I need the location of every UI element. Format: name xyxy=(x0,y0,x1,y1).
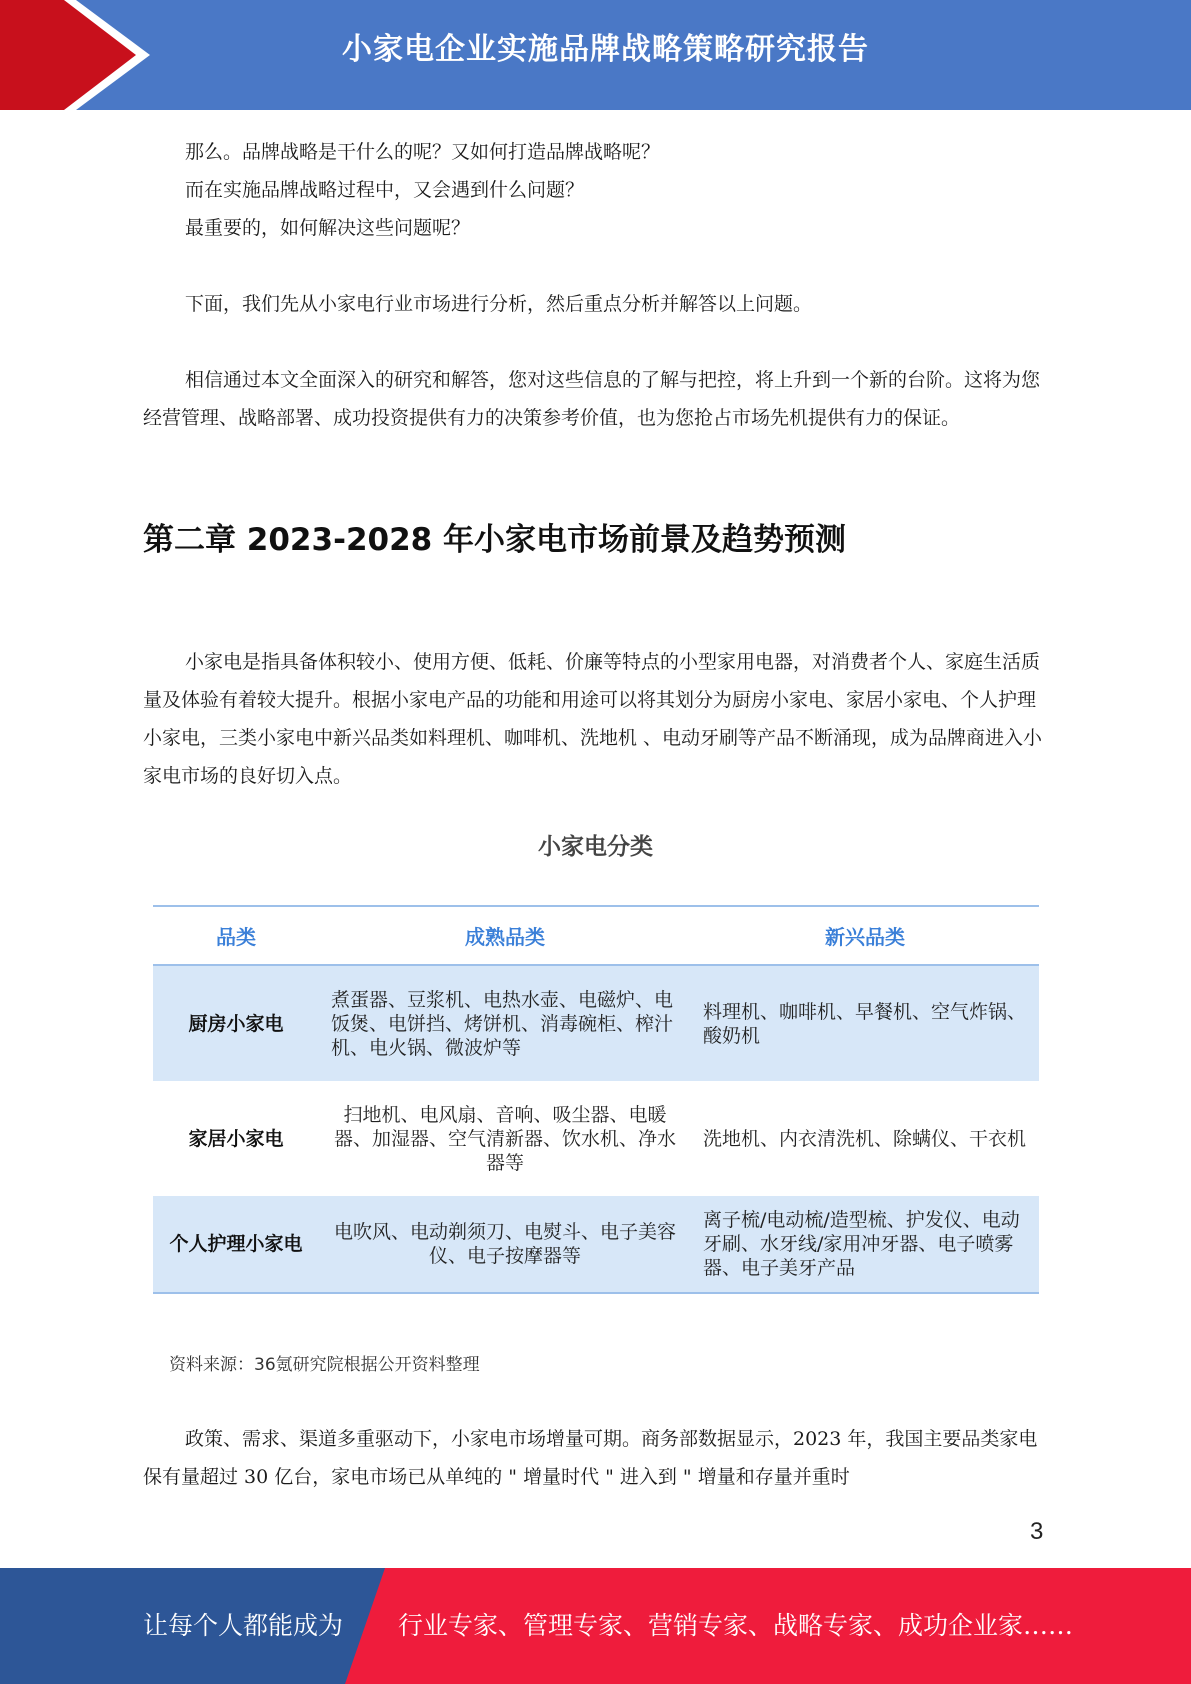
intro-question-3: 最重要的，如何解决这些问题呢？ xyxy=(185,217,471,239)
chapter-heading: 第二章 2023-2028 年小家电市场前景及趋势预测 xyxy=(143,522,847,558)
row-category: 家居小家电 xyxy=(188,1127,284,1150)
page-footer xyxy=(0,1568,1191,1684)
row-mature: 煮蛋器、豆浆机、电热水壶、电磁炉、电饭煲、电饼挡、烤饼机、消毒碗柜、榨汁机、电火锅、微波炉等 xyxy=(319,965,691,1081)
appliance-classification-table xyxy=(153,905,1039,1294)
table-row xyxy=(153,1196,1039,1293)
header-category: 品类 xyxy=(153,906,319,965)
intro-question-1: 那么。品牌战略是干什么的呢？又如何打造品牌战略呢？ xyxy=(185,141,661,163)
row-emerging: 离子梳/电动梳/造型梳、护发仪、电动牙刷、水牙线/家用冲牙器、电子喷雾器、电子美牙产品 xyxy=(691,1196,1039,1293)
report-title: 小家电企业实施品牌战略策略研究报告 xyxy=(342,32,869,67)
footer-slogan-right: 行业专家、管理专家、营销专家、战略专家、成功企业家…… xyxy=(398,1611,1074,1640)
closing-paragraph: 政策、需求、渠道多重驱动下，小家电市场增量可期。商务部数据显示，2023 年，我国主要品类家电保有量超过 30 亿台，家电市场已从单纯的 " 增量时代 " 进入到 " 增量和存量并重时 xyxy=(143,1428,1038,1488)
chapter-intro-paragraph: 小家电是指具备体积较小、使用方便、低耗、价廉等特点的小型家用电器，对消费者个人、家庭生活质量及体验有着较大提升。根据小家电产品的功能和用途可以将其划分为厨房小家电、家居小家电、个人护理小家电，三类小家电中新兴品类如料理机、咖啡机、洗地机 、电动牙刷等产品不断涌现，成为品牌商进入小家电市场的良好切入点。 xyxy=(143,651,1043,787)
header-mature: 成熟品类 xyxy=(319,906,691,965)
row-emerging: 料理机、咖啡机、早餐机、空气炸锅、酸奶机 xyxy=(691,965,1039,1081)
table-source-note: 资料来源：36氪研究院根据公开资料整理 xyxy=(169,1355,480,1375)
analysis-line: 下面，我们先从小家电行业市场进行分析，然后重点分析并解答以上问题。 xyxy=(185,293,813,315)
header-emerging: 新兴品类 xyxy=(691,906,1039,965)
page-header xyxy=(0,0,1191,110)
row-category: 厨房小家电 xyxy=(153,965,319,1081)
table-header-row xyxy=(153,906,1039,965)
value-paragraph: 相信通过本文全面深入的研究和解答，您对这些信息的了解与把控，将上升到一个新的台阶。这将为您经营管理、战略部署、成功投资提供有力的决策参考价值，也为您抢占市场先机提供有力的保证。 xyxy=(143,369,1041,429)
footer-slogan-left: 让每个人都能成为 xyxy=(143,1611,344,1640)
table-row xyxy=(153,1081,1039,1196)
row-category: 个人护理小家电 xyxy=(153,1196,319,1293)
table-title: 小家电分类 xyxy=(538,834,653,860)
row-mature: 扫地机、电风扇、音响、吸尘器、电暖器、加湿器、空气清新器、饮水机、净水器等 xyxy=(333,1103,676,1174)
intro-question-2: 而在实施品牌战略过程中，又会遇到什么问题？ xyxy=(185,179,585,201)
table-row xyxy=(153,965,1039,1081)
row-emerging: 洗地机、内衣清洗机、除螨仪、干衣机 xyxy=(703,1127,1027,1150)
row-mature: 电吹风、电动剃须刀、电熨斗、电子美容仪、电子按摩器等 xyxy=(319,1196,691,1293)
page-number: 3 xyxy=(1030,1518,1044,1545)
